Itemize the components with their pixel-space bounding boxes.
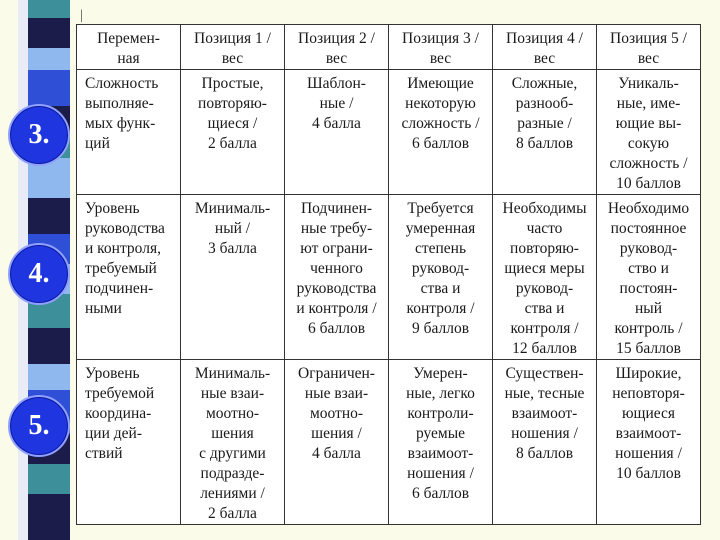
header-position-1: Позиция 1 / вес bbox=[181, 25, 285, 70]
table-cell: Сложные, разнооб- разные / 8 баллов bbox=[493, 70, 597, 195]
header-row bbox=[77, 25, 701, 70]
header-position-3: Позиция 3 / вес bbox=[389, 25, 493, 70]
row-variable: Уровень руководства и контроля, требуемый подчинен- ными bbox=[77, 195, 181, 360]
table-row bbox=[77, 360, 701, 525]
marker-5: 5. bbox=[8, 395, 70, 457]
row-variable: Сложность выполняе- мых функ- ций bbox=[77, 70, 181, 195]
table-cell: Минималь- ный / 3 балла bbox=[181, 195, 285, 360]
table-cell: Требуется умеренная степень руковод- ства и контроля / 9 баллов bbox=[389, 195, 493, 360]
header-variable: Перемен- ная bbox=[77, 25, 181, 70]
table-cell: Имеющие некоторую сложность / 6 баллов bbox=[389, 70, 493, 195]
table-row bbox=[77, 195, 701, 360]
table-row bbox=[77, 70, 701, 195]
table-cell: Необходимо постоянное руковод- ство и постоян- ный контроль / 15 баллов bbox=[597, 195, 701, 360]
table-cell: Необходимы часто повторяю- щиеся меры руковод- ства и контроля / 12 баллов bbox=[493, 195, 597, 360]
header-position-4: Позиция 4 / вес bbox=[493, 25, 597, 70]
header-position-2: Позиция 2 / вес bbox=[285, 25, 389, 70]
row-variable: Уровень требуемой координа- ции дей- ствий bbox=[77, 360, 181, 525]
table-cell: Простые, повторяю- щиеся / 2 балла bbox=[181, 70, 285, 195]
marker-4: 4. bbox=[8, 243, 70, 305]
table-cell: Умерен- ные, легко контроли- руемые взаимоот- ношения / 6 баллов bbox=[389, 360, 493, 525]
criteria-table bbox=[76, 24, 701, 525]
header-position-5: Позиция 5 / вес bbox=[597, 25, 701, 70]
table-cell: Минималь- ные взаи- моотно- шения с другими подразде- лениями / 2 балла bbox=[181, 360, 285, 525]
table-cell: Ограничен- ные взаи- моотно- шения / 4 балла bbox=[285, 360, 389, 525]
table-cell: Уникаль- ные, име- ющие вы- сокую сложность / 10 баллов bbox=[597, 70, 701, 195]
table-cell: Существен- ные, тесные взаимоот- ношения / 8 баллов bbox=[493, 360, 597, 525]
table-cell: Шаблон- ные / 4 балла bbox=[285, 70, 389, 195]
table-cell: Широкие, неповторя- ющиеся взаимоот- ношения / 10 баллов bbox=[597, 360, 701, 525]
table-cell: Подчинен- ные требу- ют ограни- ченного руководства и контроля / 6 баллов bbox=[285, 195, 389, 360]
corner-mark: | bbox=[80, 8, 83, 23]
marker-3: 3. bbox=[8, 104, 70, 166]
